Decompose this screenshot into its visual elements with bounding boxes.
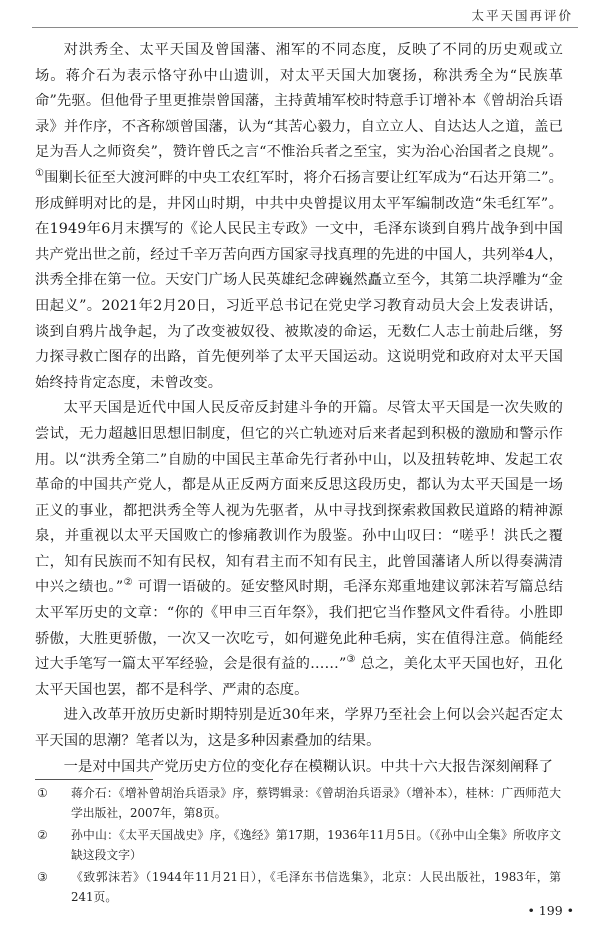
footnote-separator bbox=[35, 779, 153, 780]
paragraph-text: 总之，美化太平天国也好，丑化太平天国也罢，都不是科学、严肃的态度。 bbox=[35, 656, 563, 698]
paragraph bbox=[35, 755, 563, 781]
footnote-text: 孙中山：《太平天国战史》序，《逸经》第17期，1936年11月5日。（《孙中山全集》所收序文缺这段文字） bbox=[71, 828, 561, 862]
paragraph bbox=[35, 38, 563, 396]
footnote bbox=[37, 825, 561, 865]
page-number: • 199 • bbox=[527, 903, 574, 918]
footnotes bbox=[37, 783, 561, 909]
footnote bbox=[37, 867, 561, 907]
footnote-marker: ③ bbox=[346, 654, 356, 666]
main-text bbox=[35, 38, 563, 780]
footnote-text: 《致郭沫若》（1944年11月21日），《毛泽东书信选集》，北京：人民出版社，1983年，第241页。 bbox=[71, 870, 561, 904]
footnote-number: ② bbox=[37, 828, 48, 842]
footnote-marker: ② bbox=[123, 577, 133, 589]
paragraph-text: 太平天国是近代中国人民反帝反封建斗争的开篇。尽管太平天国是一次失败的尝试，无力超越旧思想旧制度，但它的兴亡轨迹对后来者起到积极的激励和警示作用。以“洪秀全第二”自励的中国民主革命先行者孙中山，以及扭转乾坤、发起工农革命的中国共产党人，都是从正反两方面来反思这段历史，都认为太平天国是一场正义的事业，都把洪秀全等人视为先驱者，从中寻找到探索救国救民道路的精神源泉，并重视以太平天国败亡的惨痛教训作为殷鉴。孙中山叹曰：“嗟乎！洪氏之覆亡，知有民族而不知有民权，知有君主而不知有民主，此曾国藩诸人所以得奏满清中兴之绩也。” bbox=[35, 400, 563, 596]
running-title: 太平天国再评价 bbox=[471, 8, 573, 23]
footnote-number: ③ bbox=[37, 870, 48, 884]
paragraph-text: 一是对中国共产党历史方位的变化存在模糊认识。中共十六大报告深刻阐释了 bbox=[63, 758, 554, 775]
paragraph-text: 对洪秀全、太平天国及曾国藩、湘军的不同态度，反映了不同的历史观或立场。蒋介石为表示恪守孙中山遗训，对太平天国大加褒扬，称洪秀全为“民族革命”先驱。但他骨子里更推崇曾国藩，主持黄埔军校时特意手订增补本《曾胡治兵语录》并作序，不吝称颂曾国藩，认为“其苦心毅力，自立立人、自达达人之道，盖已足为吾人之师资矣”，赞许曾氏之言“不惟治兵者之至宝，实为治心治国者之良规”。 bbox=[35, 42, 563, 161]
paragraph-text: 可谓一语破的。延安整风时期，毛泽东郑重地建议郭沫若写篇总结太平军历史的文章：“你的《甲申三百年祭》，我们把它当作整风文件看待。小胜即骄傲，大胜更骄傲，一次又一次吃亏，如何避免此种毛病，实在值得注意。倘能经过大手笔写一篇太平军经验，会是很有益的……” bbox=[35, 579, 564, 673]
page-header bbox=[0, 0, 600, 36]
footnote bbox=[37, 783, 561, 823]
paragraph-text: 进入改革开放历史新时期特别是近30年来，学界乃至社会上何以会兴起否定太平天国的思潮？笔者以为，这是多种因素叠加的结果。 bbox=[35, 707, 563, 750]
paragraph-text: 围剿长征至大渡河畔的中央工农红军时，将介石扬言要让红军成为“石达开第二”。形成鲜明对比的是，井冈山时期，中共中央曾提议用太平军编制改造“朱毛红军”。在1949年6月末撰写的《论人民民主专政》一文中，毛泽东谈到自鸦片战争到中国共产党出世之前，经过千辛万苦向西方国家寻找真理的先进的中国人，共列举4人，洪秀全排在第一位。天安门广场人民英雄纪念碑巍然矗立至今，其第二块浮雕为“金田起义”。2021年2月20日，习近平总书记在党史学习教育动员大会上发表讲话，谈到自鸦片战争起，为了改变被奴役、被欺凌的命运，无数仁人志士前赴后继，努力探寻救亡图存的出路，首先便列举了太平天国运动。这说明党和政府对太平天国始终持肯定态度，未曾改变。 bbox=[35, 169, 563, 391]
paragraph bbox=[35, 703, 563, 754]
footnote-marker: ① bbox=[35, 168, 45, 180]
paragraph bbox=[35, 396, 563, 703]
footnote-number: ① bbox=[37, 786, 48, 800]
header-rule bbox=[32, 27, 578, 28]
footnote-text: 蒋介石：《增补曾胡治兵语录》序，蔡锷辑录：《曾胡治兵语录》（增补本），桂林：广西师范大学出版社，2007年，第8页。 bbox=[71, 786, 561, 820]
